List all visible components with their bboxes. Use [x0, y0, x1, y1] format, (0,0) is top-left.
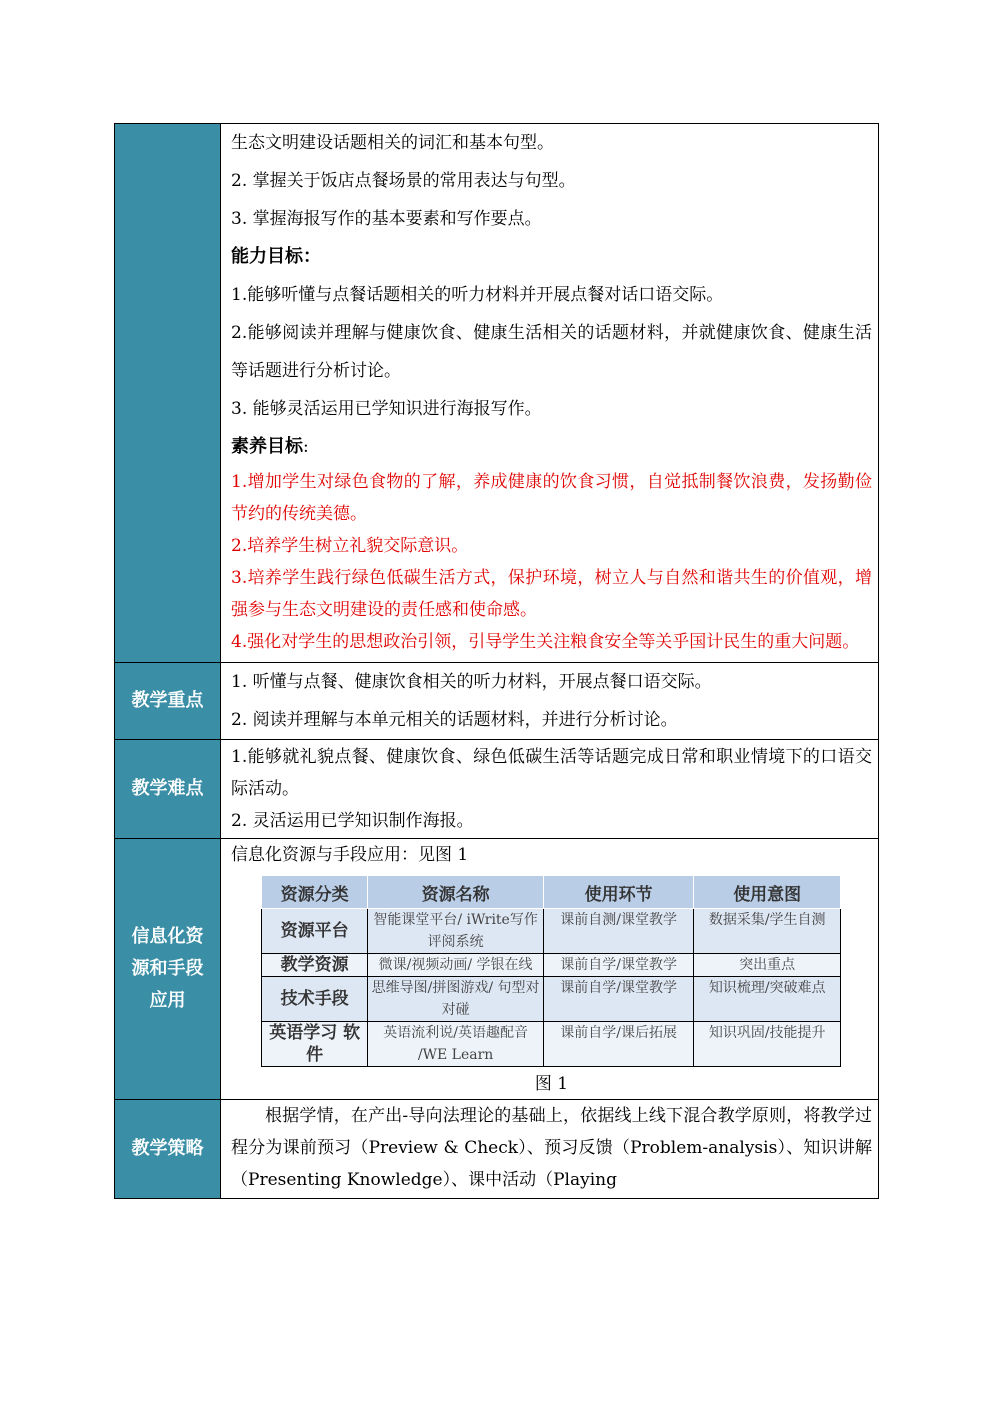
- objectives-row: [115, 124, 879, 663]
- figure-header: 使用意图: [694, 876, 841, 909]
- figure-cell: 英语流利说/英语趣配音 /WE Learn: [368, 1022, 544, 1067]
- figure-cell: 英语学习 软件: [262, 1022, 368, 1067]
- resources-label-line: 信息化资: [131, 926, 204, 947]
- objectives-content: [221, 124, 879, 663]
- key-point-item: 1. 听懂与点餐、健康饮食相关的听力材料，开展点餐口语交际。: [231, 672, 712, 692]
- resources-intro: 信息化资源与手段应用：见图 1: [231, 845, 469, 865]
- resources-content: [221, 839, 879, 1100]
- difficulties-content: [221, 740, 879, 839]
- resources-row: [115, 839, 879, 1100]
- knowledge-item: 生态文明建设话题相关的词汇和基本句型。: [231, 133, 554, 153]
- figure-cell: 微课/视频动画/ 学银在线: [368, 954, 544, 977]
- strategy-content: [221, 1100, 879, 1199]
- resource-figure-table: [261, 875, 841, 1067]
- figure-cell: 课前自学/课堂教学: [543, 954, 694, 977]
- key-points-content: [221, 663, 879, 740]
- figure-cell: 智能课堂平台/ iWrite写作评阅系统: [368, 909, 544, 954]
- key-points-row: [115, 663, 879, 740]
- difficulties-row: [115, 740, 879, 839]
- ability-item: 2.能够阅读并理解与健康饮食、健康生活相关的话题材料，并就健康饮食、健康生活等话题进行分析讨论。: [231, 323, 872, 381]
- figure-row: [262, 954, 841, 977]
- literacy-heading: 素养目标: [231, 436, 303, 457]
- figure-row: [262, 909, 841, 954]
- difficulty-item: 1.能够就礼貌点餐、健康饮食、绿色低碳生活等话题完成日常和职业情境下的口语交际活动。: [231, 747, 872, 799]
- literacy-heading-line: [231, 428, 872, 466]
- ability-item: 3. 能够灵活运用已学知识进行海报写作。: [231, 399, 542, 419]
- literacy-colon: :: [303, 437, 309, 457]
- literacy-item: 1.增加学生对绿色食物的了解，养成健康的饮食习惯，自觉抵制餐饮浪费，发扬勤俭节约的传统美德。: [231, 472, 872, 524]
- figure-header-row: [262, 876, 841, 909]
- figure-header: 资源分类: [262, 876, 368, 909]
- key-points-label: 教学重点: [115, 663, 221, 740]
- figure-cell: 课前自学/课堂教学: [543, 977, 694, 1022]
- difficulty-item: 2. 灵活运用已学知识制作海报。: [231, 811, 474, 831]
- figure-cell: 技术手段: [262, 977, 368, 1022]
- figure-cell: 思维导图/拼图游戏/ 句型对对碰: [368, 977, 544, 1022]
- figure-cell: 资源平台: [262, 909, 368, 954]
- difficulties-label: 教学难点: [115, 740, 221, 839]
- resources-label-line: 应用: [149, 990, 186, 1011]
- figure-cell: 知识梳理/突破难点: [694, 977, 841, 1022]
- ability-item: 1.能够听懂与点餐话题相关的听力材料并开展点餐对话口语交际。: [231, 285, 724, 305]
- figure-caption: 图 1: [534, 1074, 569, 1094]
- figure-row: [262, 977, 841, 1022]
- figure-cell: 课前自测/课堂教学: [543, 909, 694, 954]
- literacy-item: 4.强化对学生的思想政治引领，引导学生关注粮食安全等关乎国计民生的重大问题。: [231, 632, 860, 652]
- figure-cell: 突出重点: [694, 954, 841, 977]
- resources-label: [115, 839, 221, 1100]
- figure-cell: 数据采集/学生自测: [694, 909, 841, 954]
- key-point-item: 2. 阅读并理解与本单元相关的话题材料，并进行分析讨论。: [231, 710, 678, 730]
- resources-label-line: 源和手段: [131, 958, 204, 979]
- figure-cell: 课前自学/课后拓展: [543, 1022, 694, 1067]
- figure-header: 资源名称: [368, 876, 544, 909]
- figure-cell: 知识巩固/技能提升: [694, 1022, 841, 1067]
- strategy-text: 根据学情，在产出-导向法理论的基础上，依据线上线下混合教学原则，将教学过程分为课前预习（Preview & Check）、预习反馈（Problem-analysis）、知识讲解（Presenting Knowledge）、课中活动（Playing: [231, 1106, 872, 1190]
- lesson-plan-table: [114, 123, 879, 1199]
- strategy-label: 教学策略: [115, 1100, 221, 1199]
- figure-cell: 教学资源: [262, 954, 368, 977]
- literacy-item: 3.培养学生践行绿色低碳生活方式，保护环境，树立人与自然和谐共生的价值观，增强参与生态文明建设的责任感和使命感。: [231, 568, 872, 620]
- ability-heading: 能力目标：: [231, 246, 321, 267]
- figure-header: 使用环节: [543, 876, 694, 909]
- literacy-item: 2.培养学生树立礼貌交际意识。: [231, 536, 469, 556]
- figure-row: [262, 1022, 841, 1067]
- knowledge-item: 2. 掌握关于饭店点餐场景的常用表达与句型。: [231, 171, 576, 191]
- objectives-label-cell: [115, 124, 221, 663]
- knowledge-item: 3. 掌握海报写作的基本要素和写作要点。: [231, 209, 542, 229]
- strategy-row: [115, 1100, 879, 1199]
